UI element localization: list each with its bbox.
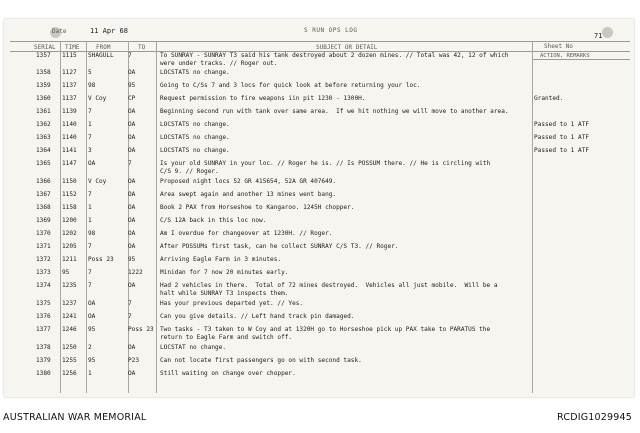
entry-time: 1237 bbox=[62, 300, 77, 307]
footer-reference: RCDIG1029945 bbox=[557, 412, 632, 423]
log-title: S RUN OPS LOG bbox=[304, 27, 358, 34]
entry-time: 1141 bbox=[62, 147, 77, 154]
serial-number: 1361 bbox=[36, 108, 51, 115]
entry-time: 1246 bbox=[62, 326, 77, 333]
serial-number: 1371 bbox=[36, 243, 51, 250]
entry-time: 1255 bbox=[62, 357, 77, 364]
column-divider bbox=[60, 41, 61, 393]
column-header-subject: SUBJECT OR DETAIL bbox=[316, 44, 378, 51]
entry-time: 1200 bbox=[62, 217, 77, 224]
entry-action: Granted. bbox=[534, 95, 564, 102]
serial-number: 1370 bbox=[36, 230, 51, 237]
entry-to: 7 bbox=[128, 300, 132, 307]
entry-to: OA bbox=[128, 230, 136, 237]
serial-number: 1373 bbox=[36, 269, 51, 276]
entry-time: 1256 bbox=[62, 370, 77, 377]
entry-time: 1137 bbox=[62, 95, 77, 102]
column-header-from: FROM bbox=[96, 44, 111, 51]
column-header-time: TIME bbox=[65, 44, 80, 51]
column-header-to: TO bbox=[138, 44, 146, 51]
entry-to: OA bbox=[128, 243, 136, 250]
serial-number: 1375 bbox=[36, 300, 51, 307]
punch-hole bbox=[602, 27, 613, 38]
entry-time: 1140 bbox=[62, 134, 77, 141]
entry-subject: Is your old SUNRAY in your loc. // Roger he is. // Is POSSUM there. // He is circling with C/S 9. // Roger. bbox=[160, 160, 491, 175]
entry-time: 1205 bbox=[62, 243, 77, 250]
entry-to: Poss 23 bbox=[128, 326, 154, 333]
entry-to: OA bbox=[128, 69, 136, 76]
serial-number: 1368 bbox=[36, 204, 51, 211]
entry-from: OA bbox=[88, 300, 96, 307]
serial-number: 1369 bbox=[36, 217, 51, 224]
entry-from: 7 bbox=[88, 282, 92, 289]
entry-time: 1139 bbox=[62, 108, 77, 115]
entry-to: OA bbox=[128, 147, 136, 154]
entry-from: 7 bbox=[88, 243, 92, 250]
entry-subject: After POSSUMs first task, can he collect SUNRAY C/S T3. // Roger. bbox=[160, 243, 399, 250]
entry-subject: Can not locate first passengers go on with second task. bbox=[160, 357, 362, 364]
entry-to: OA bbox=[128, 344, 136, 351]
entry-to: 7 bbox=[128, 52, 132, 59]
entry-from: V Coy bbox=[88, 178, 107, 185]
entry-to: 7 bbox=[128, 313, 132, 320]
entry-subject: Beginning second run with tank over same area. If we hit nothing we will move to another area. bbox=[160, 108, 509, 115]
entry-from: 7 bbox=[88, 134, 92, 141]
entry-subject: Can you give details. // Left hand track pin damaged. bbox=[160, 313, 355, 320]
serial-number: 1363 bbox=[36, 134, 51, 141]
entry-from: SHAGULL bbox=[88, 52, 114, 59]
entry-to: OA bbox=[128, 282, 136, 289]
entry-to: OA bbox=[128, 204, 136, 211]
entry-time: 95 bbox=[62, 269, 70, 276]
column-header-action: ACTION, REMARKS bbox=[540, 53, 590, 59]
entry-time: 1211 bbox=[62, 256, 77, 263]
entry-time: 1235 bbox=[62, 282, 77, 289]
entry-subject: Had 2 vehicles in there. Total of 72 mines destroyed. Vehicles all just mobile. Will be a halt while SUNRAY T3 inspects them. bbox=[160, 282, 498, 297]
serial-number: 1380 bbox=[36, 370, 51, 377]
entry-to: OA bbox=[128, 191, 136, 198]
entry-from: 2 bbox=[88, 344, 92, 351]
entry-from: 7 bbox=[88, 191, 92, 198]
page-number: 71 bbox=[594, 32, 603, 40]
serial-number: 1365 bbox=[36, 160, 51, 167]
entry-time: 1158 bbox=[62, 204, 77, 211]
action-header-rule bbox=[532, 59, 630, 60]
serial-number: 1364 bbox=[36, 147, 51, 154]
entry-to: OA bbox=[128, 370, 136, 377]
entry-from: 7 bbox=[88, 108, 92, 115]
entry-time: 1152 bbox=[62, 191, 77, 198]
entry-from: 98 bbox=[88, 82, 96, 89]
column-divider bbox=[532, 41, 533, 393]
entry-to: P23 bbox=[128, 357, 140, 364]
entry-to: OA bbox=[128, 134, 136, 141]
entry-from: 5 bbox=[88, 69, 92, 76]
entry-subject: LOCSTATS no change. bbox=[160, 69, 230, 76]
entry-subject: Am I overdue for changeover at 1230H. // Roger. bbox=[160, 230, 333, 237]
entry-subject: Minidan for 7 now 20 minutes early. bbox=[160, 269, 289, 276]
entry-time: 1115 bbox=[62, 52, 77, 59]
entry-to: OA bbox=[128, 121, 136, 128]
entry-to: OA bbox=[128, 108, 136, 115]
column-divider bbox=[156, 41, 157, 393]
entry-to: 7 bbox=[128, 160, 132, 167]
header-rule-top bbox=[10, 41, 630, 42]
entry-from: 1 bbox=[88, 204, 92, 211]
serial-number: 1379 bbox=[36, 357, 51, 364]
column-divider bbox=[86, 41, 87, 393]
serial-number: 1359 bbox=[36, 82, 51, 89]
entry-from: OA bbox=[88, 313, 96, 320]
entry-to: 95 bbox=[128, 256, 136, 263]
entry-from: 3 bbox=[88, 147, 92, 154]
serial-number: 1372 bbox=[36, 256, 51, 263]
entry-subject: LOCSTATS no change. bbox=[160, 121, 230, 128]
entry-subject: Arriving Eagle Farm in 3 minutes. bbox=[160, 256, 282, 263]
sheet-number-label: Sheet No bbox=[544, 43, 573, 50]
entry-from: 7 bbox=[88, 269, 92, 276]
entry-subject: LOCSTATS no change. bbox=[160, 134, 230, 141]
serial-number: 1358 bbox=[36, 69, 51, 76]
entry-time: 1250 bbox=[62, 344, 77, 351]
entry-to: 95 bbox=[128, 82, 136, 89]
entry-action: Passed to 1 ATF bbox=[534, 134, 590, 141]
entry-time: 1147 bbox=[62, 160, 77, 167]
serial-number: 1378 bbox=[36, 344, 51, 351]
entry-time: 1140 bbox=[62, 121, 77, 128]
entry-action: Passed to 1 ATF bbox=[534, 147, 590, 154]
entry-action: Passed to 1 ATF bbox=[534, 121, 590, 128]
entry-to: OA bbox=[128, 178, 136, 185]
entry-subject: Going to C/Ss 7 and 3 locs for quick look at before returning your loc. bbox=[160, 82, 421, 89]
serial-number: 1366 bbox=[36, 178, 51, 185]
entry-subject: LOCSTAT no change. bbox=[160, 344, 227, 351]
entry-time: 1137 bbox=[62, 82, 77, 89]
date-label: Date bbox=[52, 28, 67, 35]
entry-from: V Coy bbox=[88, 95, 107, 102]
entry-subject: Still waiting on change over chopper. bbox=[160, 370, 296, 377]
serial-number: 1362 bbox=[36, 121, 51, 128]
entry-subject: Proposed night locs 52 GR 415654, 52A GR 407649. bbox=[160, 178, 337, 185]
entry-from: 1 bbox=[88, 217, 92, 224]
entry-time: 1150 bbox=[62, 178, 77, 185]
entry-subject: Area swept again and another 13 mines went bang. bbox=[160, 191, 337, 198]
entry-from: 1 bbox=[88, 370, 92, 377]
entry-subject: Book 2 PAX from Horseshoe to Kangaroo. 1245H chopper. bbox=[160, 204, 355, 211]
entry-subject: Request permission to fire weapons iin pit 1230 - 1300H. bbox=[160, 95, 366, 102]
date-value: 11 Apr 68 bbox=[90, 27, 128, 35]
footer-institution: AUSTRALIAN WAR MEMORIAL bbox=[3, 412, 147, 423]
entry-subject: LOCSTATS no change. bbox=[160, 147, 230, 154]
entry-subject: Has your previous departed yet. // Yes. bbox=[160, 300, 304, 307]
entry-time: 1202 bbox=[62, 230, 77, 237]
serial-number: 1374 bbox=[36, 282, 51, 289]
entry-from: Poss 23 bbox=[88, 256, 114, 263]
entry-from: 1 bbox=[88, 121, 92, 128]
serial-number: 1360 bbox=[36, 95, 51, 102]
entry-subject: To SUNRAY - SUNRAY T3 said his tank destroyed about 2 dozen mines. // Total was 42, 12 of which were under tracks. // Roger out. bbox=[160, 52, 509, 67]
entry-time: 1127 bbox=[62, 69, 77, 76]
entry-to: CP bbox=[128, 95, 136, 102]
serial-number: 1357 bbox=[36, 52, 51, 59]
entry-subject: C/S 12A back in this loc now. bbox=[160, 217, 267, 224]
serial-number: 1377 bbox=[36, 326, 51, 333]
entry-from: OA bbox=[88, 160, 96, 167]
entry-from: 98 bbox=[88, 230, 96, 237]
serial-number: 1376 bbox=[36, 313, 51, 320]
entry-time: 1241 bbox=[62, 313, 77, 320]
entry-from: 95 bbox=[88, 326, 96, 333]
entry-from: 95 bbox=[88, 357, 96, 364]
column-header-serial: SERIAL bbox=[34, 44, 56, 51]
entry-subject: Two tasks - T3 taken to W Coy and at 1320H go to Horseshoe pick up PAX take to PARATUS the return to Eagle Farm and switch off. bbox=[160, 326, 491, 341]
entry-to: 1222 bbox=[128, 269, 143, 276]
entry-to: OA bbox=[128, 217, 136, 224]
serial-number: 1367 bbox=[36, 191, 51, 198]
